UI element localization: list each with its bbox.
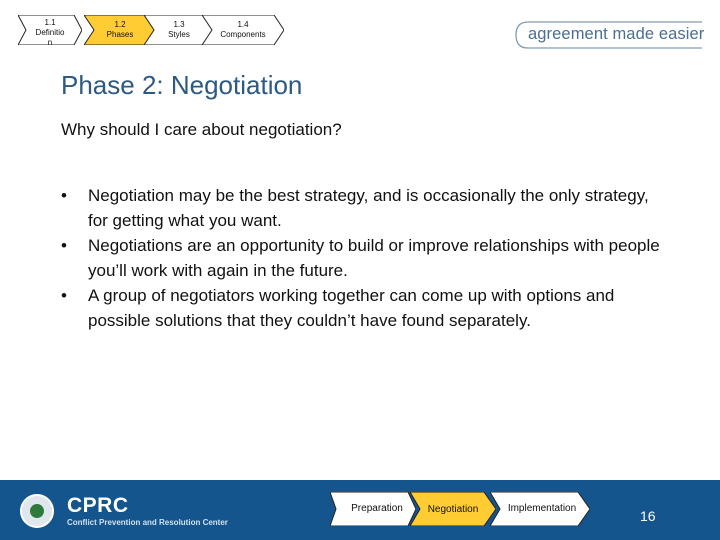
breadcrumb-step-label: 1.4 Components	[220, 20, 266, 39]
bullet-text: Negotiation may be the best strategy, and is occasionally the only strategy, for getting what you want.	[88, 186, 649, 230]
page-title: Phase 2: Negotiation	[61, 70, 303, 100]
seal-flower-icon	[30, 504, 44, 518]
bullet-item	[61, 283, 671, 333]
breadcrumb-step-definition[interactable]	[18, 15, 82, 45]
bullet-text: Negotiations are an opportunity to build or improve relationships with people you’ll work with again in the future.	[88, 236, 660, 280]
bullet-marker: •	[61, 236, 67, 255]
page-number: 16	[640, 508, 656, 524]
breadcrumb-step-label: 1.2 Phases	[106, 20, 134, 39]
page-subtitle: Why should I care about negotiation?	[61, 120, 342, 139]
breadcrumb-step-label: 1.1 Definitio n	[35, 18, 65, 47]
logo-text: agreement made easier	[528, 25, 705, 43]
agreement-logo	[514, 20, 706, 50]
phase-step-preparation[interactable]	[330, 492, 416, 526]
epa-seal-icon	[20, 494, 54, 528]
org-short-name: CPRC	[67, 494, 129, 517]
bullet-marker: •	[61, 286, 67, 305]
bullet-item	[61, 233, 671, 283]
bullet-list	[61, 183, 671, 333]
phase-label: Implementation	[507, 503, 577, 514]
phase-step-implementation[interactable]	[490, 492, 590, 526]
bullet-marker: •	[61, 186, 67, 205]
bullet-text: A group of negotiators working together can come up with options and possible solutions that they couldn’t have found separately.	[88, 286, 615, 330]
bullet-item	[61, 183, 671, 233]
org-full-name: Conflict Prevention and Resolution Center	[67, 518, 228, 527]
phase-label: Negotiation	[427, 504, 479, 515]
breadcrumb-step-label: 1.3 Styles	[168, 20, 190, 39]
phase-label: Preparation	[351, 503, 403, 514]
phase-step-negotiation[interactable]	[410, 492, 496, 526]
breadcrumb-step-components[interactable]	[202, 15, 284, 45]
